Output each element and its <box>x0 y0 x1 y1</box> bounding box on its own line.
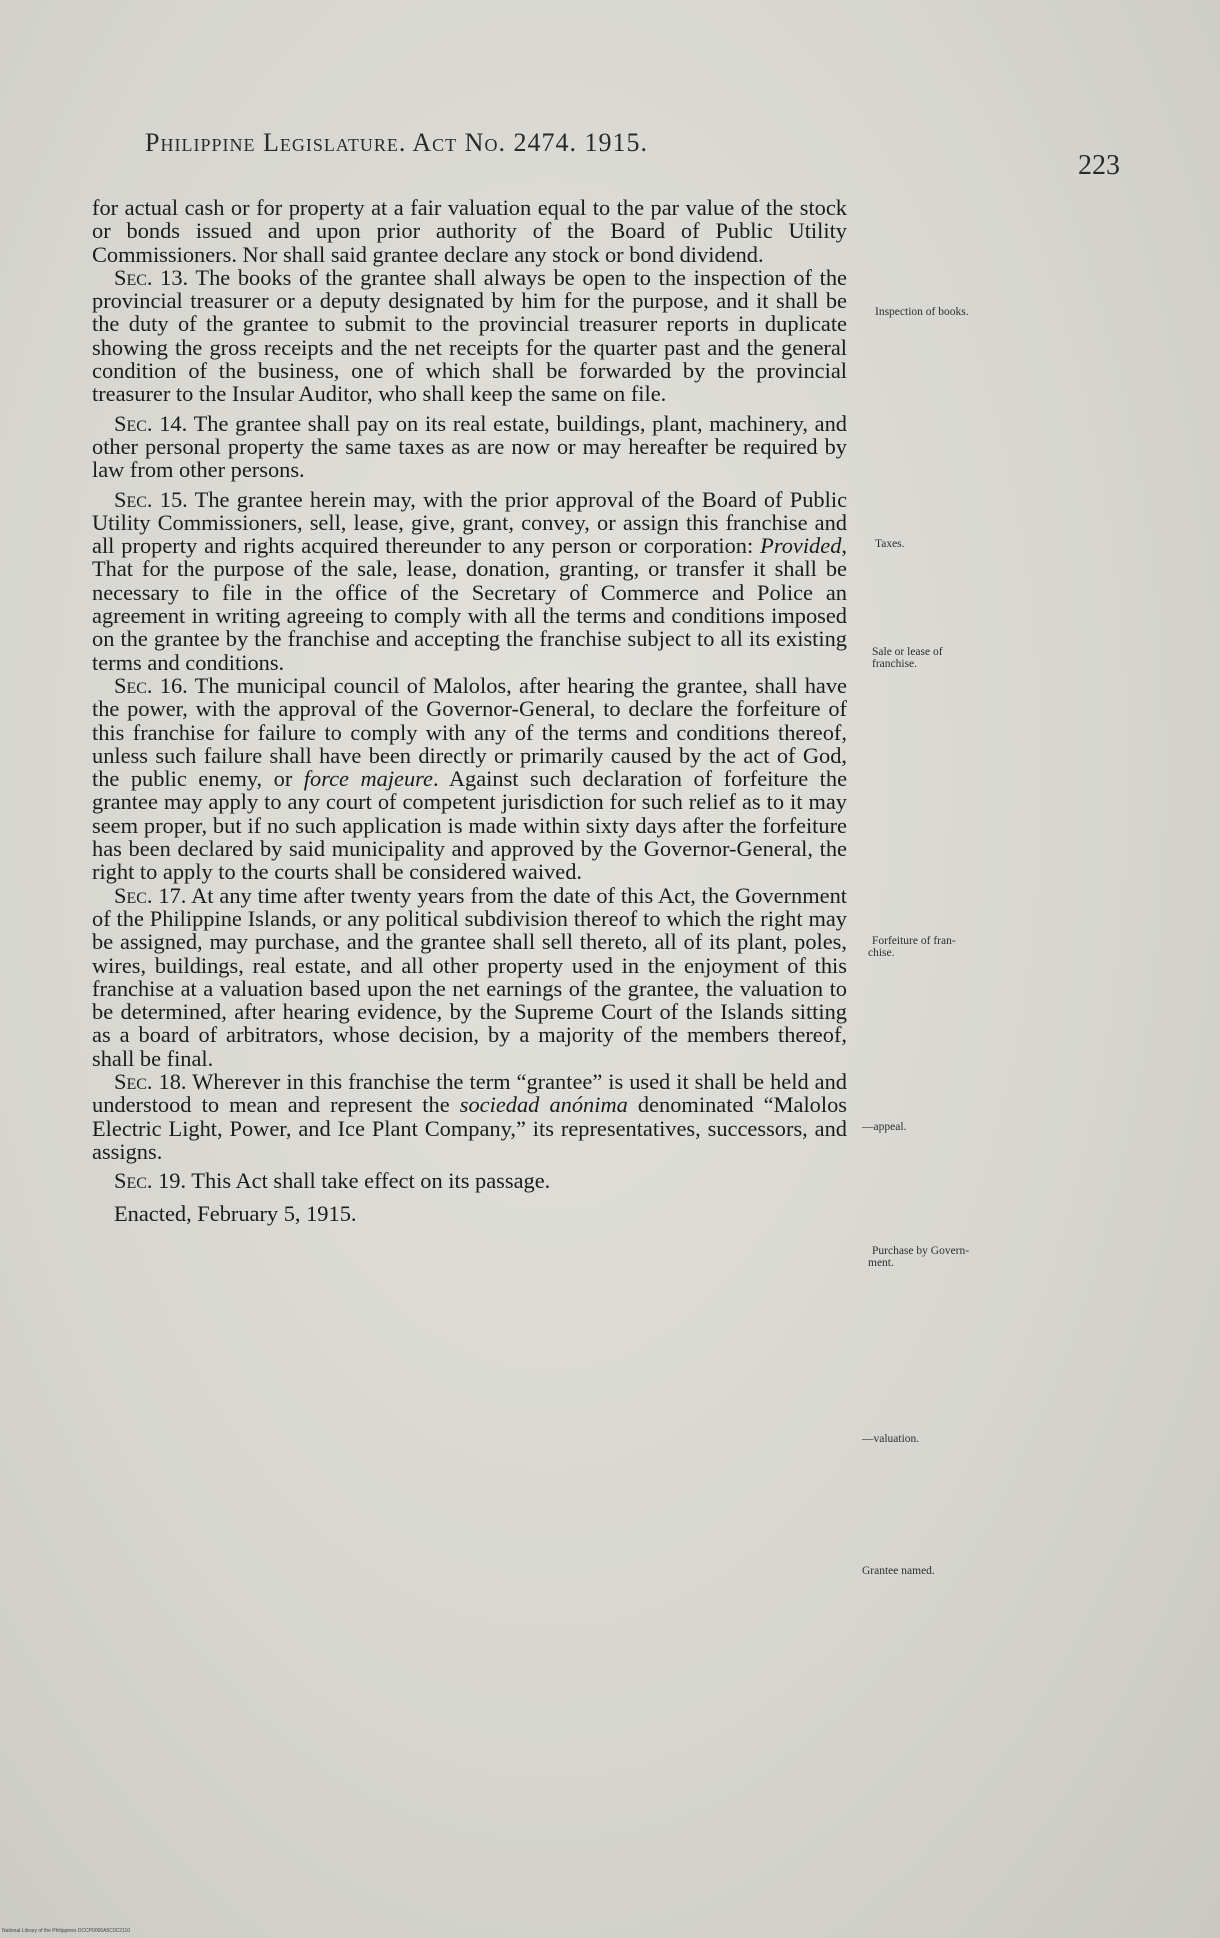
margin-note-valuation: —valuation. <box>862 1433 920 1445</box>
running-head: Philippine Legislature. Act No. 2474. 1915. <box>145 128 648 157</box>
margin-note-sale-lease: Sale or lease of <box>872 646 943 658</box>
section-text-tail: denominated “Malolos Electric Light, Power, and Ice Plant Company,” its representatives, successors, and assigns. <box>92 1092 847 1164</box>
margin-note-purchase-cont: ment. <box>868 1257 894 1269</box>
section-text: This Act shall take effect on its passage. <box>186 1168 551 1194</box>
paragraph-text: for actual cash or for property at a fair valuation equal to the par value of the stock or bonds issued and upon prior authority of the Board of Public Utility Commissioners. Nor shall said grantee declare any stock or bond dividend. <box>92 195 847 267</box>
margin-note-taxes: Taxes. <box>875 538 905 550</box>
section-label: Sec. 18. <box>114 1068 187 1094</box>
paragraph-continuation <box>92 196 847 266</box>
section-text: The grantee shall pay on its real estate, buildings, plant, machinery, and other personal property the same taxes as are now or may hereafter be required by law from other persons. <box>92 410 847 483</box>
section-italic: force majeure <box>303 766 433 792</box>
section-text: At any time after twenty years from the date of this Act, the Government of the Philippine Islands, or any political subdivision thereof to which the right may be assigned, may purchase, and the grantee shall sell thereto, all of its plant, poles, wires, buildings, real estate, and all other property used in the enjoyment of this franchise at a valuation based upon the net earnings of the grantee, the valuation to be determined, after hearing evidence, by the Supreme Court of the Islands sitting as a board of arbitrators, whose decision, by a majority of the members thereof, shall be final. <box>92 882 847 1071</box>
section-text: The books of the grantee shall always be open to the inspection of the provincial treasurer or a deputy designated by him for the purpose, and it shall be the duty of the grantee to submit to the provincial treasurer reports in duplicate showing the gross receipts and the net receipts for the quarter past and the general condition of the business, one of which shall be forwarded by the provincial treasurer to the Insular Auditor, who shall keep the same on file. <box>92 264 847 407</box>
section-16 <box>92 674 847 884</box>
section-15 <box>92 488 847 674</box>
section-label: Sec. 16. <box>114 672 188 698</box>
footer-credit: National Library of the Philippines DCCP0000A5C0C2110 <box>2 1928 131 1934</box>
enactment-text: Enacted, February 5, 1915. <box>114 1201 357 1227</box>
section-label: Sec. 15. <box>114 486 188 512</box>
section-text: The municipal council of Malolos, after hearing the grantee, shall have the power, with the approval of the Governor-General, to declare the forfeiture of this franchise for failure to comply with any of the terms and conditions thereof, unless such failure shall have been directly or primarily caused by the act of God, the public enemy, or <box>92 672 847 792</box>
margin-note-inspection: Inspection of books. <box>875 306 969 318</box>
margin-note-purchase: Purchase by Govern- <box>872 1245 970 1257</box>
section-18 <box>92 1070 847 1163</box>
section-label: Sec. 17. <box>114 882 187 908</box>
section-17 <box>92 884 847 1070</box>
section-13 <box>92 266 847 406</box>
body-text <box>92 196 847 1226</box>
section-text-tail: . Against such declaration of forfeiture the grantee may apply to any court of competent jurisdiction for such relief as to it may seem proper, but if no such application is made within sixty days after the forfeiture has been declared by said municipality and approved by the Governor-General, the right to apply to the courts shall be considered waived. <box>92 766 848 885</box>
section-text: Wherever in this franchise the term “grantee” is used it shall be held and understood to mean and represent the <box>92 1068 847 1118</box>
margin-note-forfeiture: Forfeiture of fran- <box>872 935 956 947</box>
section-italic: sociedad anónima <box>459 1092 628 1118</box>
section-label: Sec. 14. <box>114 410 188 436</box>
section-italic: Provided <box>760 533 842 559</box>
section-label: Sec. 13. <box>114 264 189 290</box>
section-19 <box>92 1169 847 1192</box>
margin-note-appeal: —appeal. <box>862 1121 907 1133</box>
page-number: 223 <box>1078 150 1120 181</box>
margin-note-forfeiture-cont: chise. <box>868 947 895 959</box>
margin-note-sale-lease-cont: franchise. <box>872 658 918 670</box>
section-text: The grantee herein may, with the prior approval of the Board of Public Utility Commissioners, sell, lease, give, grant, convey, or assign this franchise and all property and rights acquired thereunder to any person or corporation: <box>92 486 848 559</box>
enactment-date <box>92 1202 847 1225</box>
section-label: Sec. 19. <box>114 1168 187 1194</box>
section-14 <box>92 412 847 482</box>
margin-note-grantee: Grantee named. <box>862 1565 935 1577</box>
section-text-tail: , That for the purpose of the sale, lease, donation, granting, or transfer it shall be necessary to file in the office of the Secretary of Commerce and Police an agreement in writing agreeing to comply with all the terms and conditions imposed on the grantee by the franchise and accepting the franchise subject to all its existing terms and conditions. <box>92 533 847 675</box>
